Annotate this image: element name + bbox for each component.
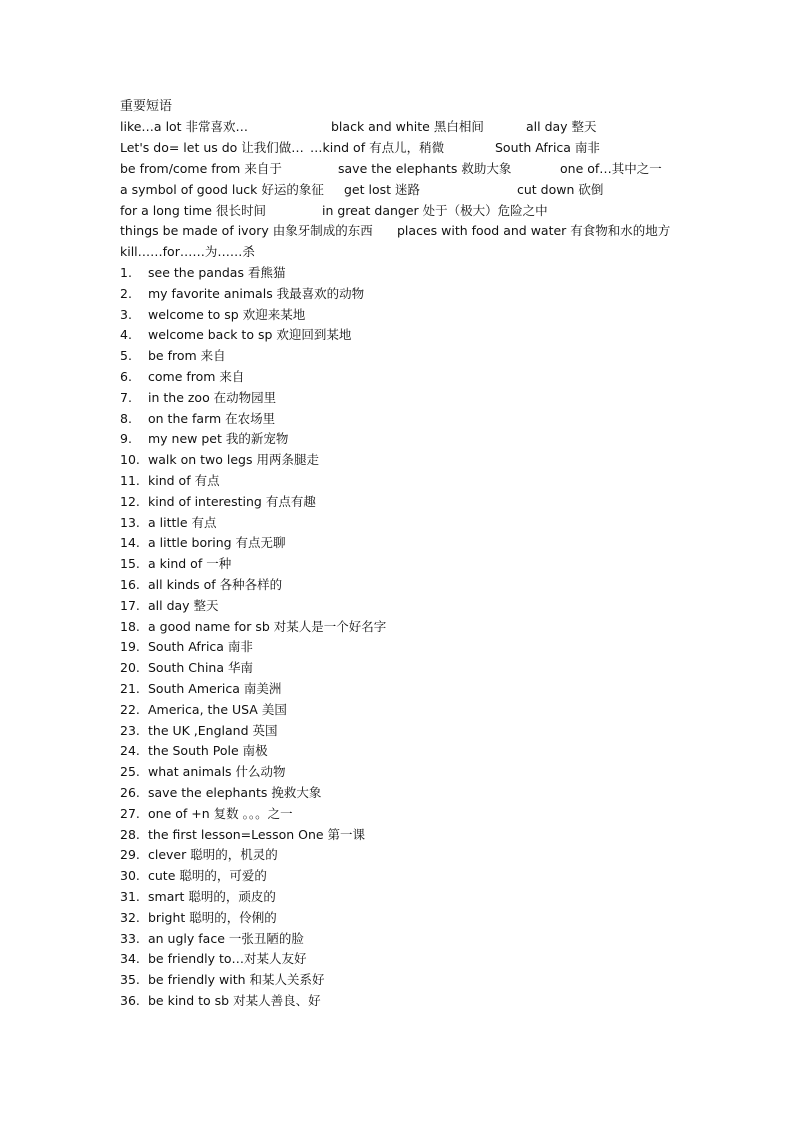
- list-item: [120, 409, 680, 430]
- item-text: see the pandas 看熊猫: [148, 265, 286, 280]
- phrase-row: [0, 117, 794, 138]
- phrase-row: [0, 201, 794, 222]
- item-text: on the farm 在农场里: [148, 410, 276, 426]
- item-number: 23.: [120, 722, 140, 738]
- list-item: [120, 762, 680, 783]
- item-number: 29.: [120, 847, 140, 863]
- item-number: 31.: [120, 888, 140, 904]
- item-text: one of +n 复数 。。。之一: [148, 805, 293, 821]
- item-number: 11.: [120, 472, 140, 488]
- item-number: 20.: [120, 660, 140, 676]
- item-text: what animals 什么动物: [148, 764, 286, 780]
- item-number: 13.: [120, 514, 140, 530]
- item-text: the first lesson=Lesson One 第一课: [148, 826, 366, 842]
- list-item: [120, 866, 680, 887]
- item-text: South America 南美洲: [148, 680, 282, 696]
- list-item: [120, 741, 680, 762]
- item-number: 15.: [120, 556, 140, 572]
- list-item: [120, 533, 680, 554]
- list-item: [120, 492, 680, 513]
- item-text: save the elephants 挽救大象: [148, 784, 322, 800]
- item-text: be from 来自: [148, 348, 226, 364]
- item-number: 28.: [120, 826, 140, 842]
- phrase: save the elephants 救助大象: [338, 161, 512, 176]
- item-number: 12.: [120, 493, 140, 509]
- item-number: 33.: [120, 930, 140, 946]
- item-number: 35.: [120, 972, 140, 988]
- item-text: come from 来自: [148, 368, 245, 384]
- item-number: 16.: [120, 576, 140, 592]
- item-number: 2.: [120, 285, 132, 301]
- phrase-row: [0, 180, 794, 201]
- item-text: kind of 有点: [148, 472, 220, 488]
- item-text: South China 华南: [148, 660, 253, 676]
- list-item: [120, 450, 680, 471]
- list-item: [120, 429, 680, 450]
- phrase: be from/come from 来自于: [120, 161, 282, 176]
- item-number: 14.: [120, 535, 140, 551]
- item-text: the South Pole 南极: [148, 743, 268, 759]
- item-text: a kind of 一种: [148, 556, 232, 572]
- list-item: [120, 575, 680, 596]
- item-text: be friendly with 和某人关系好: [148, 972, 325, 988]
- phrase-row: [0, 242, 794, 263]
- list-item: [120, 721, 680, 742]
- phrase: places with food and water 有食物和水的地方: [397, 223, 671, 238]
- item-text: clever 聪明的，机灵的: [148, 847, 278, 863]
- list-item: [120, 637, 680, 658]
- item-number: 36.: [120, 992, 140, 1008]
- item-text: welcome back to sp 欢迎回到某地: [148, 327, 352, 343]
- item-text: an ugly face 一张丑陋的脸: [148, 930, 304, 946]
- item-text: a little 有点: [148, 514, 217, 530]
- list-item: [120, 929, 680, 950]
- item-text: a good name for sb 对某人是一个好名字: [148, 618, 387, 634]
- phrase: all day 整天: [526, 119, 597, 134]
- phrase: like…a lot 非常喜欢…: [120, 119, 249, 134]
- list-item: [120, 471, 680, 492]
- item-number: 10.: [120, 452, 140, 468]
- item-number: 22.: [120, 701, 140, 717]
- item-number: 21.: [120, 680, 140, 696]
- phrase: kill……for……为……杀: [120, 244, 255, 259]
- phrase: black and white 黑白相间: [331, 119, 484, 134]
- list-item: [120, 325, 680, 346]
- list-item: [120, 554, 680, 575]
- item-number: 7.: [120, 389, 132, 405]
- item-number: 19.: [120, 639, 140, 655]
- list-item: [120, 346, 680, 367]
- item-text: be kind to sb 对某人善良、好: [148, 992, 321, 1008]
- list-item: [120, 908, 680, 929]
- item-number: 24.: [120, 743, 140, 759]
- list-item: [120, 825, 680, 846]
- list-item: [120, 679, 680, 700]
- item-text: bright 聪明的，伶俐的: [148, 909, 277, 925]
- list-item: [120, 388, 680, 409]
- item-number: 3.: [120, 306, 132, 322]
- numbered-phrase-list: [120, 263, 680, 1012]
- item-number: 30.: [120, 868, 140, 884]
- item-text: in the zoo 在动物园里: [148, 389, 277, 405]
- section-heading: 重要短语: [120, 99, 173, 114]
- item-text: my new pet 我的新宠物: [148, 431, 289, 447]
- item-number: 1.: [120, 265, 132, 280]
- item-text: walk on two legs 用两条腿走: [148, 452, 319, 468]
- item-text: cute 聪明的，可爱的: [148, 868, 267, 884]
- phrase-row: [0, 138, 794, 159]
- phrase: one of…其中之一: [560, 161, 662, 176]
- item-number: 6.: [120, 368, 132, 384]
- list-item: [120, 513, 680, 534]
- item-number: 32.: [120, 909, 140, 925]
- item-text: South Africa 南非: [148, 639, 253, 655]
- phrase-row: [0, 221, 794, 242]
- phrase: South Africa 南非: [495, 140, 600, 155]
- item-number: 27.: [120, 805, 140, 821]
- list-item: [120, 305, 680, 326]
- item-text: all day 整天: [148, 597, 219, 613]
- item-text: America, the USA 美国: [148, 701, 287, 717]
- phrase: get lost 迷路: [344, 182, 421, 197]
- list-item: [120, 887, 680, 908]
- phrase: cut down 砍倒: [517, 182, 604, 197]
- phrase: things be made of ivory 由象牙制成的东西: [120, 223, 373, 238]
- list-item: [120, 949, 680, 970]
- item-number: 8.: [120, 410, 132, 426]
- list-item: [120, 617, 680, 638]
- item-number: 25.: [120, 764, 140, 780]
- list-item: [120, 658, 680, 679]
- list-item: [120, 970, 680, 991]
- list-item: [120, 804, 680, 825]
- list-item: [120, 845, 680, 866]
- phrase: Let's do= let us do 让我们做…: [120, 140, 304, 155]
- item-text: smart 聪明的，顽皮的: [148, 888, 276, 904]
- item-text: be friendly to…对某人友好: [148, 951, 307, 967]
- list-item: [120, 367, 680, 388]
- phrase-row: [0, 159, 794, 180]
- list-item: [120, 284, 680, 305]
- list-item: [120, 783, 680, 804]
- item-text: a little boring 有点无聊: [148, 535, 286, 551]
- phrase: in great danger 处于（极大）危险之中: [322, 203, 548, 218]
- item-number: 5.: [120, 348, 132, 364]
- list-item: [120, 991, 680, 1012]
- phrase: …kind of 有点儿，稍微: [310, 140, 445, 155]
- item-text: my favorite animals 我最喜欢的动物: [148, 285, 365, 301]
- item-number: 26.: [120, 784, 140, 800]
- phrase: for a long time 很长时间: [120, 203, 266, 218]
- item-text: the UK ,England 英国: [148, 722, 278, 738]
- item-number: 9.: [120, 431, 132, 447]
- list-item: [120, 596, 680, 617]
- item-text: kind of interesting 有点有趣: [148, 493, 316, 509]
- list-item: [120, 700, 680, 721]
- item-number: 4.: [120, 327, 132, 343]
- item-number: 17.: [120, 597, 140, 613]
- phrase: a symbol of good luck 好运的象征: [120, 182, 324, 197]
- item-text: all kinds of 各种各样的: [148, 576, 283, 592]
- list-item: [120, 263, 680, 284]
- item-number: 18.: [120, 618, 140, 634]
- item-number: 34.: [120, 951, 140, 967]
- item-text: welcome to sp 欢迎来某地: [148, 306, 306, 322]
